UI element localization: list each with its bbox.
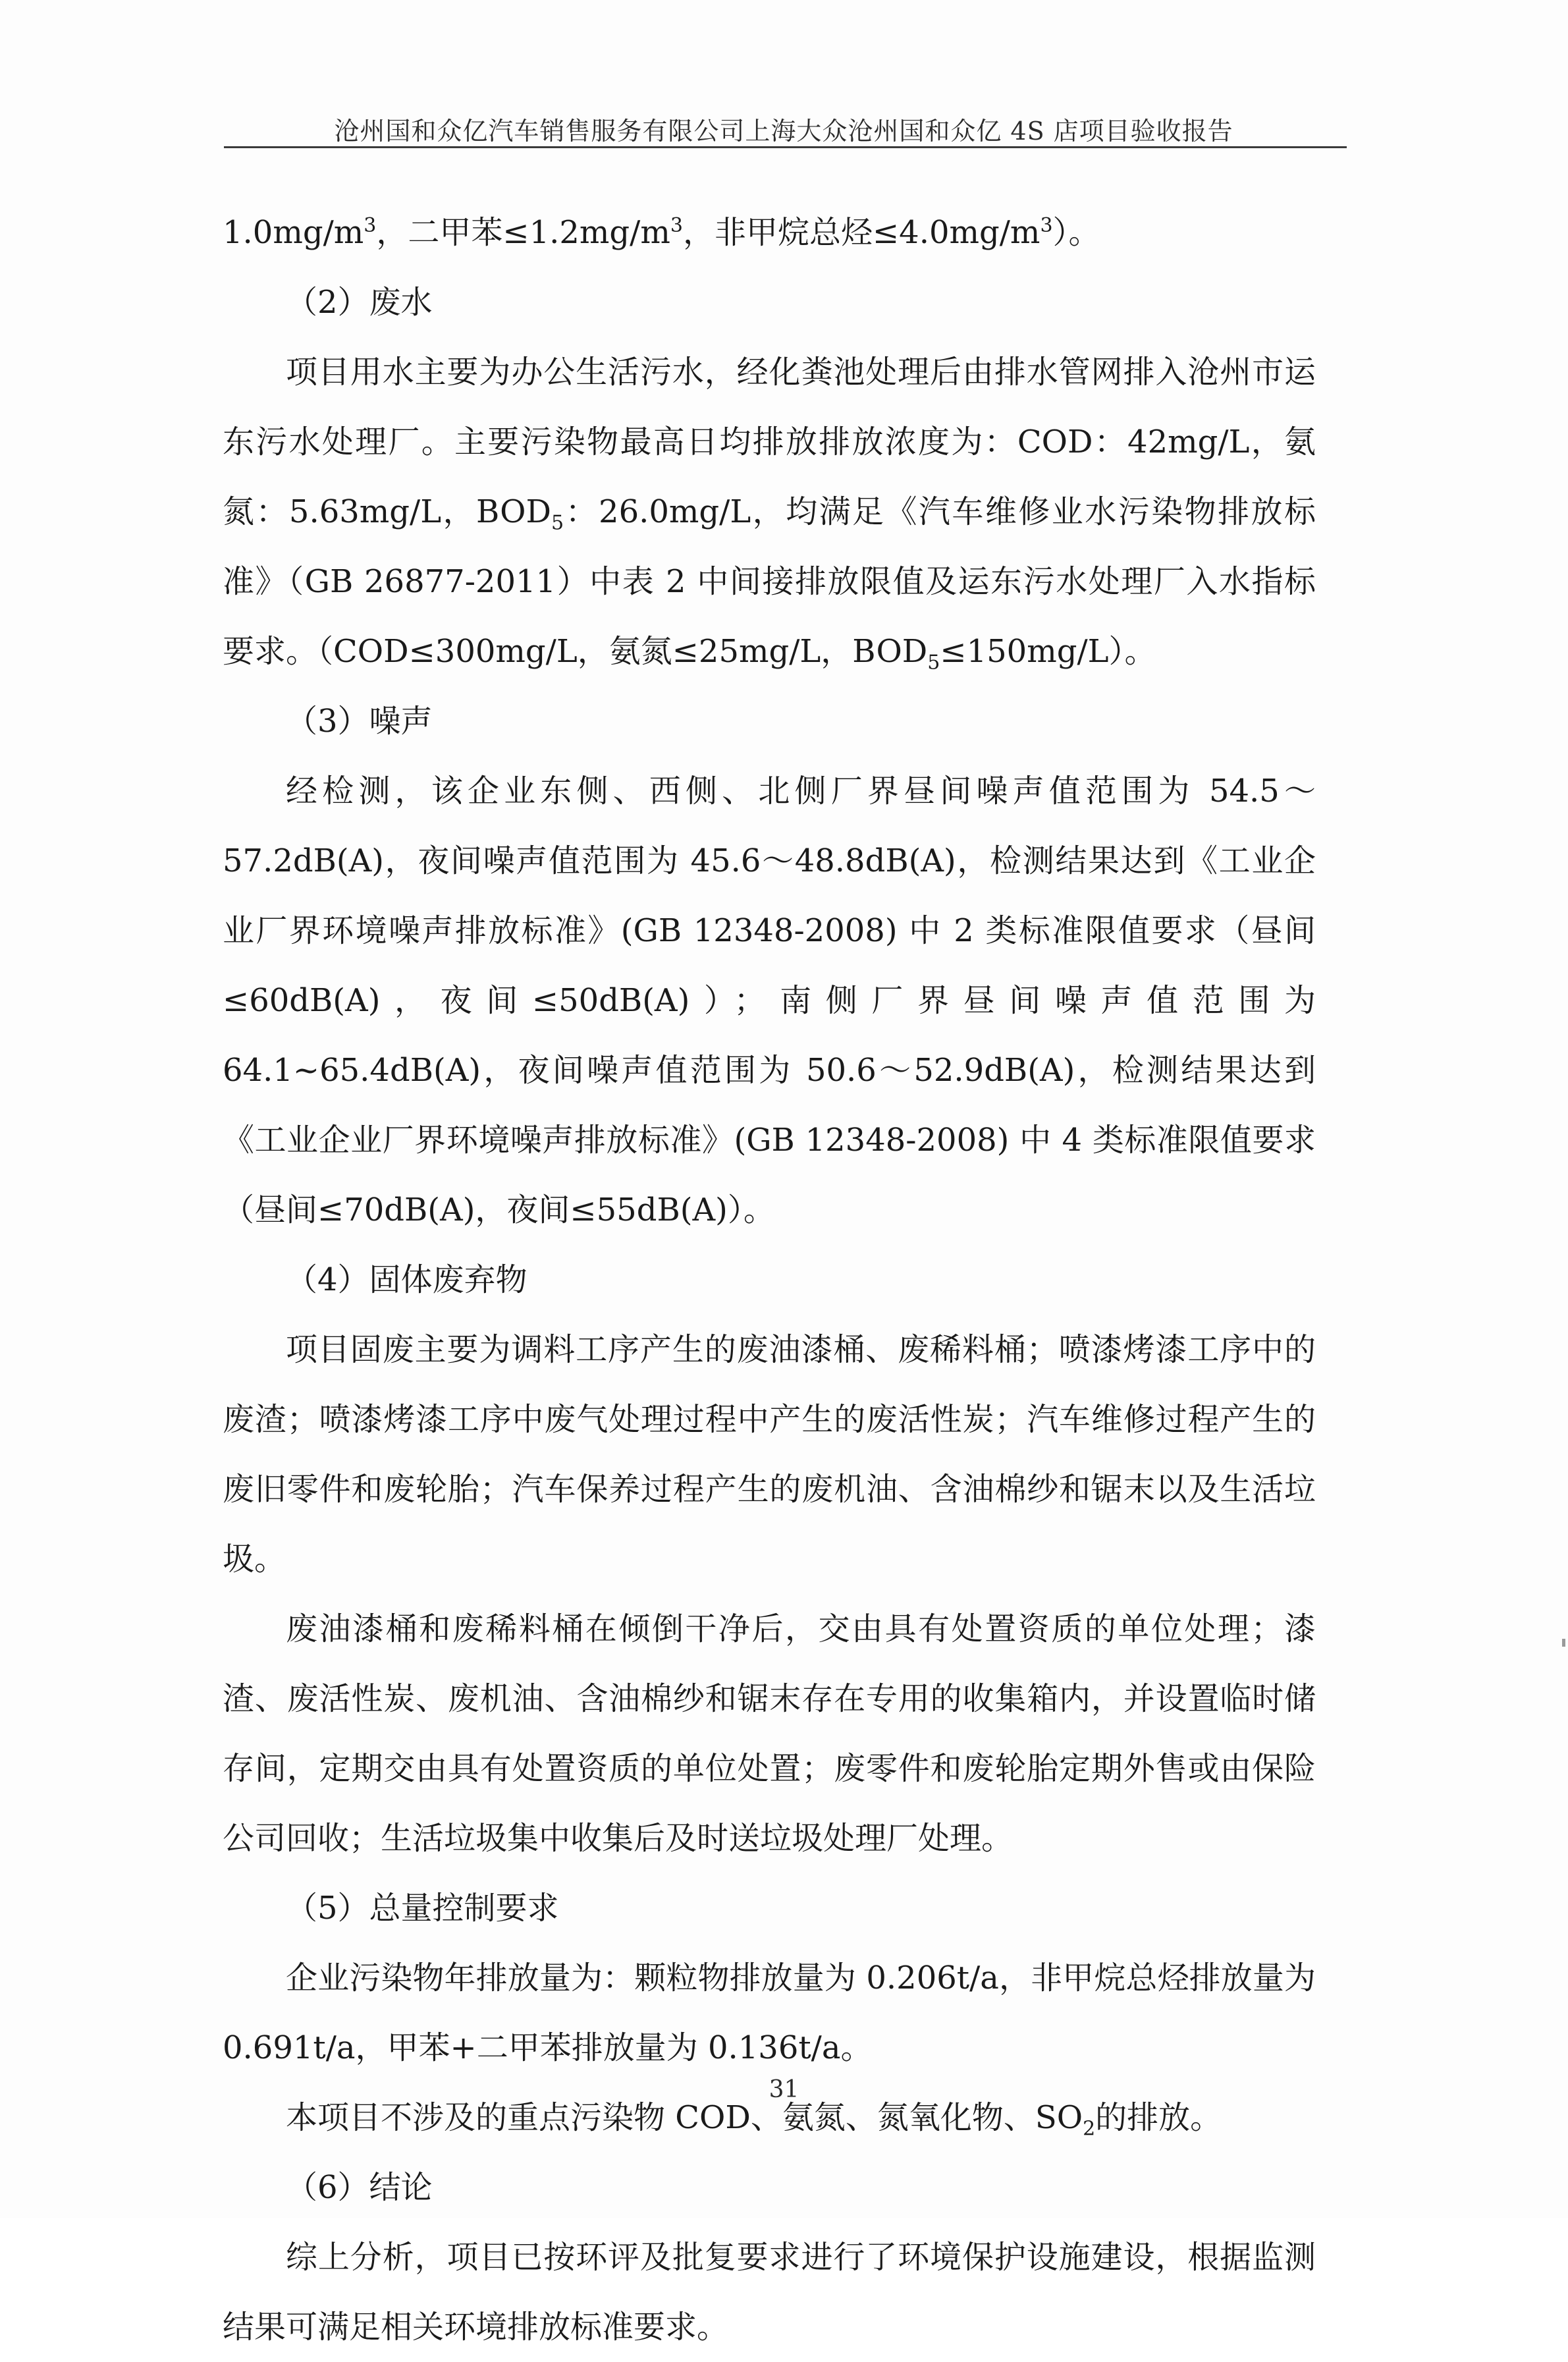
paragraph-exhaust-limits: $1.0mg/m^3$，二甲苯$\le 1.2mg/m^3$，非甲烷总烃$\le 4.0mg/m^3$）。	[223, 214, 1100, 251]
paragraph-key-pollutants: 本项目不涉及的重点污染物 COD、氨氮、氮氧化物、$SO_2$的排放。	[286, 2099, 1222, 2141]
section-heading-noise: （3）噪声	[286, 703, 433, 740]
header-divider	[224, 146, 1347, 148]
section-heading-solid-waste: （4）固体废弃物	[286, 1261, 527, 1298]
paragraph-conclusion: 综上分析，项目已按环评及批复要求进行了环境保护设施建设，根据监测结果可满足相关环境排放标准要求。	[223, 2239, 1316, 2346]
section-heading-total-control: （5）总量控制要求	[286, 1890, 559, 1927]
paragraph-annual-emissions: 企业污染物年排放量为：颗粒物排放量为 0.206t/a，非甲烷总烃排放量为 0.691t/a，甲苯+二甲苯排放量为 0.136t/a。	[223, 1960, 1316, 2066]
scan-edge-mark	[1562, 1639, 1565, 1647]
paragraph-solid-waste-sources: 项目固废主要为调料工序产生的废油漆桶、废稀料桶；喷漆烤漆工序中的废渣；喷漆烤漆工序中废气处理过程中产生的废活性炭；汽车维修过程产生的废旧零件和废轮胎；汽车保养过程产生的废机油、含油棉纱和锯末以及生活垃圾。	[223, 1331, 1316, 1578]
section-heading-conclusion: （6）结论	[286, 2169, 433, 2206]
paragraph-solid-waste-disposal: 废油漆桶和废稀料桶在倾倒干净后，交由具有处置资质的单位处理；漆渣、废活性炭、废机油、含油棉纱和锯末存在专用的收集箱内，并设置临时储存间，定期交由具有处置资质的单位处置；废零件和废轮胎定期外售或由保险公司回收；生活垃圾集中收集后及时送垃圾处理厂处理。	[223, 1610, 1316, 1857]
section-heading-wastewater: （2）废水	[286, 284, 433, 321]
paragraph-noise: 经检测，该企业东侧、西侧、北侧厂界昼间噪声值范围为 54.5～57.2dB(A)，夜间噪声值范围为 45.6～48.8dB(A)，检测结果达到《工业企业厂界环境噪声排放标准》(GB 12348-2008) 中 2 类标准限值要求（昼间≤60dB(A)，夜间≤50dB(A)）；南侧厂界昼间噪声值范围为 64.1~65.4dB(A)，夜间噪声值范围为 50.6～52.9dB(A)，检测结果达到《工业企业厂界环境噪声排放标准》(GB 12348-2008) 中 4 类标准限值要求（昼间≤70dB(A)，夜间≤55dB(A)）。	[223, 773, 1316, 1228]
document-body	[223, 198, 1316, 2362]
page-number: 31	[769, 2076, 799, 2103]
page-header-title: 沧州国和众亿汽车销售服务有限公司上海大众沧州国和众亿 4S 店项目验收报告	[334, 117, 1233, 146]
paragraph-wastewater: 项目用水主要为办公生活污水，经化粪池处理后由排水管网排入沧州市运东污水处理厂。主要污染物最高日均排放排放浓度为：COD：42mg/L，氨氮：5.63mg/L，$BOD_5$：26.0mg/L，均满足《汽车维修业水污染物排放标准》（GB 26877-2011）中表 2 中间接排放限值及运东污水处理厂入水指标要求。（COD≤300mg/L，氨氮≤25mg/L，$BOD_5\le 150mg/L$）。	[223, 354, 1316, 674]
